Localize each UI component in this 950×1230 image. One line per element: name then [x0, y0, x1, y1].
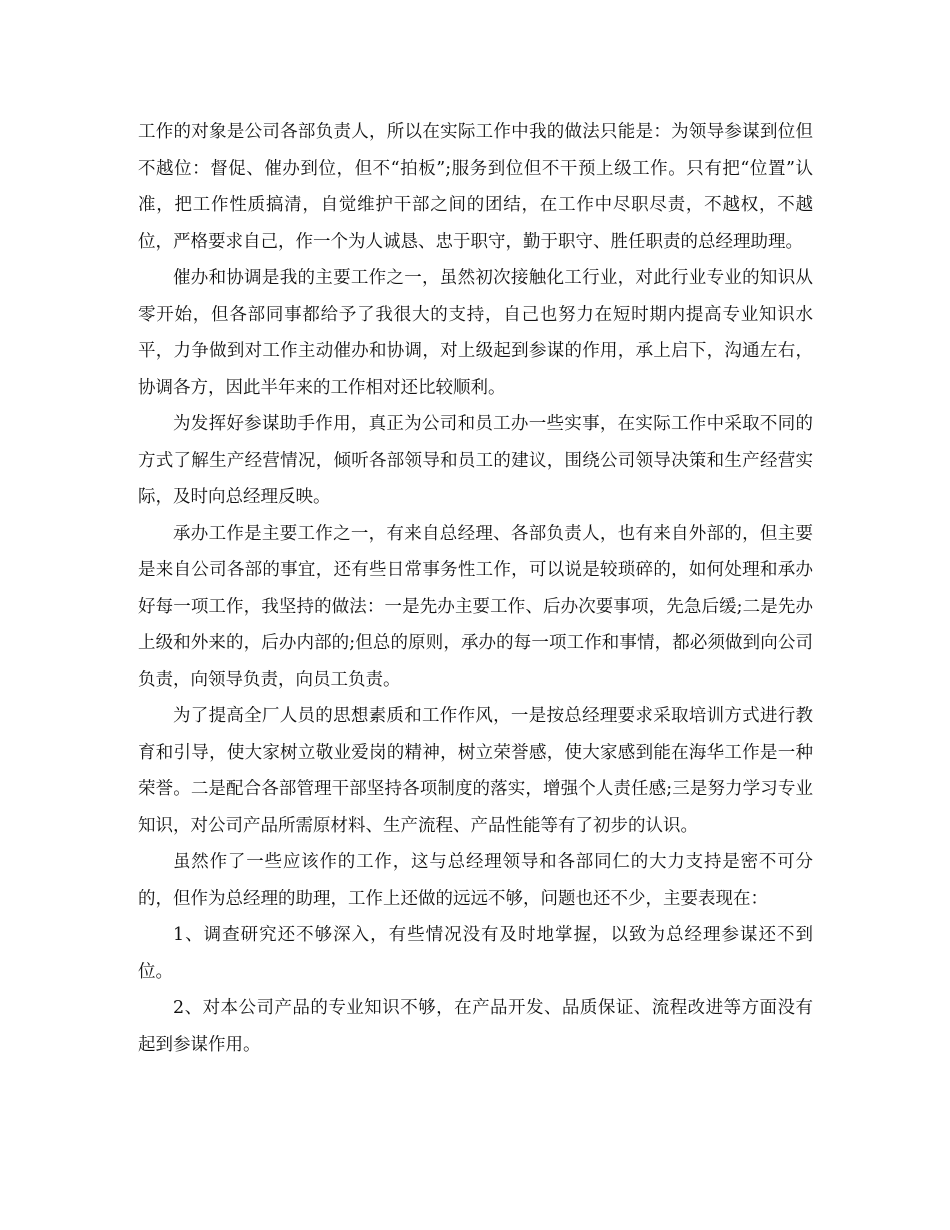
paragraph: 为了提高全厂人员的思想素质和工作作风，一是按总经理要求采取培训方式进行教育和引导，使大家树立敬业爱岗的精神，树立荣誉感，使大家感到能在海华工作是一种荣誉。二是配合各部管理干部坚持各项制度的落实，增强个人责任感;三是努力学习专业知识，对公司产品所需原材料、生产流程、产品性能等有了初步的认识。 — [138, 706, 813, 836]
paragraph: 催办和协调是我的主要工作之一，虽然初次接触化工行业，对此行业专业的知识从零开始，但各部同事都给予了我很大的支持，自己也努力在短时期内提高专业知识水平，力争做到对工作主动催办和协调，对上级起到参谋的作用，承上启下，沟通左右，协调各方，因此半年来的工作相对还比较顺利。 — [138, 268, 813, 398]
paragraph: 工作的对象是公司各部负责人，所以在实际工作中我的做法只能是：为领导参谋到位但不越位：督促、催办到位，但不“拍板”;服务到位但不干预上级工作。只有把“位置”认准，把工作性质搞清，自觉维护干部之间的团结，在工作中尽职尽责，不越权，不越位，严格要求自己，作一个为人诚恳、忠于职守，勤于职守、胜任职责的总经理助理。 — [138, 122, 813, 252]
paragraph: 承办工作是主要工作之一，有来自总经理、各部负责人，也有来自外部的，但主要是来自公司各部的事宜，还有些日常事务性工作，可以说是较琐碎的，如何处理和承办好每一项工作，我坚持的做法：一是先办主要工作、后办次要事项，先急后缓;二是先办上级和外来的，后办内部的;但总的原则，承办的每一项工作和事情，都必须做到向公司负责，向领导负责，向员工负责。 — [138, 523, 813, 690]
list-item: 2、对本公司产品的专业知识不够，在产品开发、品质保证、流程改进等方面没有起到参谋作用。 — [138, 998, 813, 1055]
paragraph: 为发挥好参谋助手作用，真正为公司和员工办一些实事，在实际工作中采取不同的方式了解生产经营情况，倾听各部领导和员工的建议，围绕公司领导决策和生产经营实际，及时向总经理反映。 — [138, 414, 813, 507]
document-body — [138, 114, 813, 1063]
list-item: 1、调查研究还不够深入，有些情况没有及时地掌握，以致为总经理参谋还不到位。 — [138, 925, 813, 982]
paragraph: 虽然作了一些应该作的工作，这与总经理领导和各部同仁的大力支持是密不可分的，但作为总经理的助理，工作上还做的远远不够，问题也还不少，主要表现在： — [138, 852, 813, 909]
